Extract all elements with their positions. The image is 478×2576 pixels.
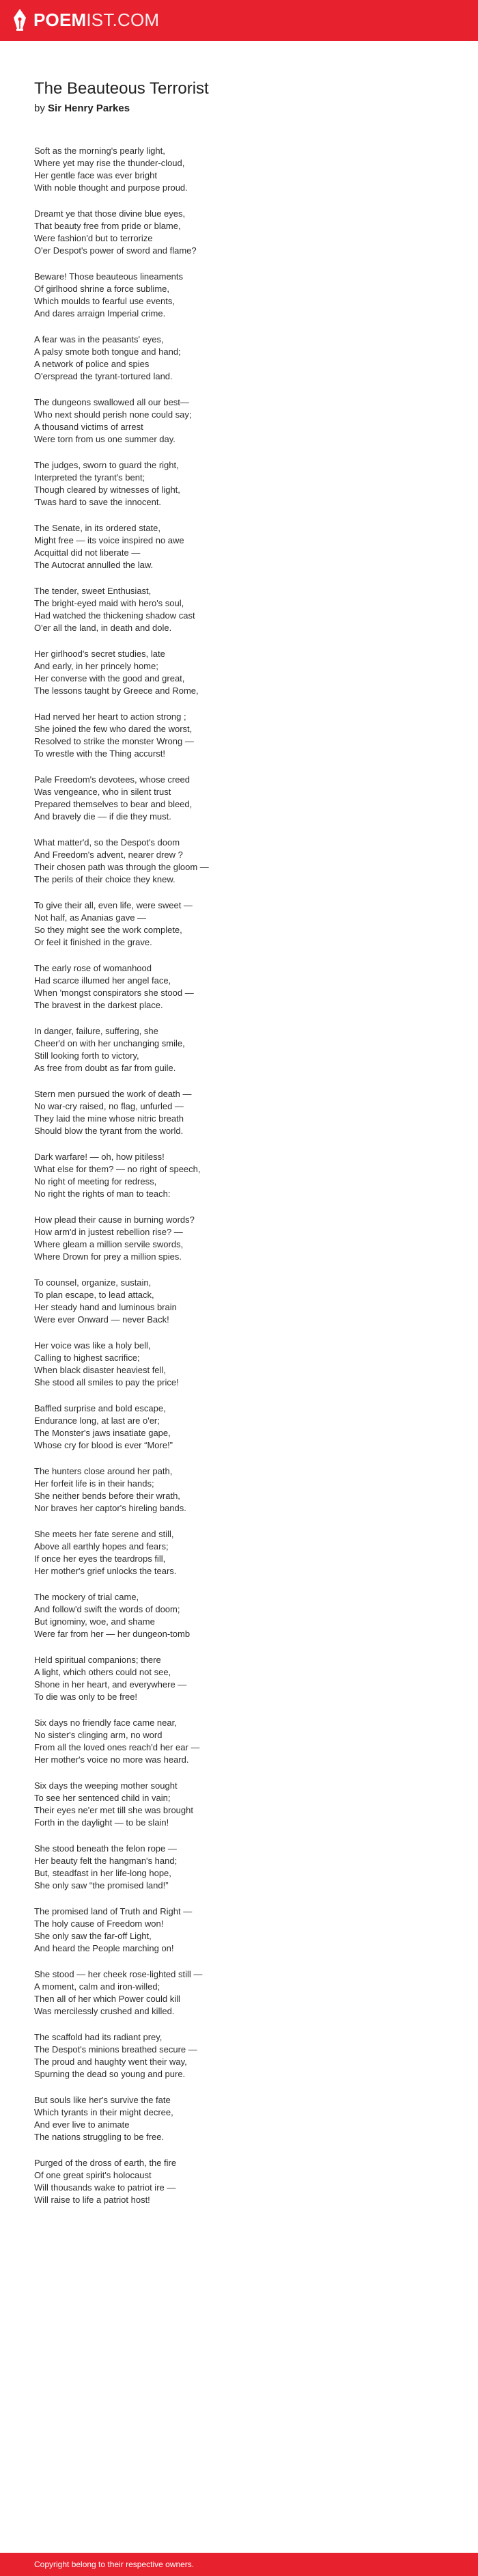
poem-line: What else for them? — no right of speech, — [34, 1164, 201, 1174]
poem-line: Her converse with the good and great, — [34, 673, 185, 683]
poem-line: Will raise to life a patriot host! — [34, 2195, 150, 2205]
stanza — [34, 2031, 444, 2080]
by-label: by — [34, 103, 45, 114]
poem-line: Baffled surprise and bold escape, — [34, 1403, 166, 1413]
poem-line: Stern men pursued the work of death — — [34, 1089, 192, 1099]
poem-line: And ever live to animate — [34, 2119, 130, 2130]
poem-line: Were far from her — her dungeon-tomb — [34, 1629, 191, 1639]
poem-line: Above all earthly hopes and fears; — [34, 1541, 169, 1551]
poem-title: The Beauteous Terrorist — [34, 79, 209, 98]
poem-line: With noble thought and purpose proud. — [34, 182, 188, 193]
stanza — [34, 1025, 444, 1074]
poem-line: The tender, sweet Enthusiast, — [34, 586, 152, 596]
author-link[interactable]: Sir Henry Parkes — [48, 103, 130, 114]
stanza — [34, 1088, 444, 1137]
poem-line: But, steadfast in her life-long hope, — [34, 1868, 171, 1878]
poem-line: Her beauty felt the hangman's hand; — [34, 1856, 178, 1866]
poem-body — [34, 145, 444, 2206]
poem-line: And Freedom's advent, nearer drew ? — [34, 850, 183, 860]
poem-line: Her mother's grief unlocks the tears. — [34, 1566, 177, 1576]
poem-line: But ignominy, woe, and shame — [34, 1616, 155, 1627]
poem-line: The Autocrat annulled the law. — [34, 560, 154, 570]
poem-line: Interpreted the tyrant's bent; — [34, 472, 145, 483]
poem-line: As free from doubt as far from guile. — [34, 1063, 176, 1073]
stanza — [34, 396, 444, 446]
poem-line: Of one great spirit's holocaust — [34, 2170, 152, 2180]
stanza — [34, 1843, 444, 1892]
poem-line: To give their all, even life, were sweet — — [34, 900, 193, 910]
stanza — [34, 1340, 444, 1389]
poem-line: Soft as the morning's pearly light, — [34, 146, 165, 156]
poem-line: To wrestle with the Thing accurst! — [34, 748, 165, 759]
poem-line: In danger, failure, suffering, she — [34, 1026, 158, 1036]
poem-line: Which moulds to fearful use events, — [34, 296, 175, 306]
poem-line: A palsy smote both tongue and hand; — [34, 347, 181, 357]
poem-line: Her steady hand and luminous brain — [34, 1302, 177, 1312]
poem-line: O'er Despot's power of sword and flame? — [34, 245, 197, 256]
poem-line: To plan escape, to lead attack, — [34, 1290, 154, 1300]
poem-line: Whose cry for blood is ever “More!” — [34, 1440, 173, 1450]
stanza — [34, 1151, 444, 1200]
poem-line: She only saw “the promised land!” — [34, 1880, 169, 1890]
poem-line: And early, in her princely home; — [34, 661, 158, 671]
poem-line: To see her sentenced child in vain; — [34, 1793, 171, 1803]
poem-line: Six days the weeping mother sought — [34, 1780, 178, 1791]
stanza — [34, 1214, 444, 1263]
poem-line: No right the rights of man to teach: — [34, 1189, 171, 1199]
poem-line: From all the loved ones reach'd her ear — — [34, 1742, 200, 1752]
stanza — [34, 1717, 444, 1766]
stanza — [34, 837, 444, 886]
poem-line: Of girlhood shrine a force sublime, — [34, 284, 169, 294]
poem-line: Were ever Onward — never Back! — [34, 1314, 169, 1325]
brand-bold: POEM — [33, 10, 87, 30]
poem-line: The perils of their choice they knew. — [34, 874, 175, 884]
poem-line: O'er all the land, in death and dole. — [34, 623, 172, 633]
poem-line: How plead their cause in burning words? — [34, 1215, 195, 1225]
poem-line: Still looking forth to victory, — [34, 1050, 139, 1061]
site-logo-text — [33, 8, 159, 31]
poem-line: Were torn from us one summer day. — [34, 434, 175, 444]
stanza — [34, 1591, 444, 1640]
poem-line: She meets her fate serene and still, — [34, 1529, 174, 1539]
poem-line: She only saw the far-off Light, — [34, 1931, 152, 1941]
poem-line: Prepared themselves to bear and bleed, — [34, 799, 193, 809]
stanza — [34, 1968, 444, 2018]
poem-line: The mockery of trial came, — [34, 1592, 139, 1602]
poem-line: How arm'd in justest rebellion rise? — — [34, 1227, 183, 1237]
poem-line: No right of meeting for redress, — [34, 1176, 157, 1187]
poem-line: Resolved to strike the monster Wrong — — [34, 736, 194, 746]
poem-line: Might free — its voice inspired no awe — [34, 535, 184, 545]
poem-line: Should blow the tyrant from the world. — [34, 1126, 184, 1136]
poem-line: And bravely die — if die they must. — [34, 811, 171, 822]
poem-line: Had watched the thickening shadow cast — [34, 610, 195, 621]
poem-line: She neither bends before their wrath, — [34, 1491, 180, 1501]
poem-line: Though cleared by witnesses of light, — [34, 485, 180, 495]
stanza — [34, 2157, 444, 2206]
poem-line: Her forfeit life is in their hands; — [34, 1478, 154, 1489]
poem-line: Pale Freedom's devotees, whose creed — [34, 774, 190, 785]
poem-line: The Monster's jaws insatiate gape, — [34, 1428, 171, 1438]
poem-line: She joined the few who dared the worst, — [34, 724, 193, 734]
poem-line: Who next should perish none could say; — [34, 409, 192, 420]
stanza — [34, 1277, 444, 1326]
poem-line: Spurning the dead so young and pure. — [34, 2069, 186, 2079]
poem-line: So they might see the work complete, — [34, 925, 182, 935]
poem-line: She stood beneath the felon rope — — [34, 1843, 177, 1854]
poem-line: Forth in the daylight — to be slain! — [34, 1817, 169, 1828]
poem-line: Her gentle face was ever bright — [34, 170, 157, 180]
poem-line: Acquittal did not liberate — — [34, 547, 141, 558]
poem-line: Had scarce illumed her angel face, — [34, 975, 171, 986]
poem-line: The dungeons swallowed all our best— — [34, 397, 189, 407]
poem-line: Then all of her which Power could kill — [34, 1994, 180, 2004]
poem-content — [34, 78, 444, 2220]
stanza — [34, 774, 444, 823]
poem-line: When 'mongst conspirators she stood — — [34, 988, 194, 998]
stanza — [34, 2094, 444, 2143]
poem-line: Where yet may rise the thunder-cloud, — [34, 158, 185, 168]
site-header — [0, 0, 478, 41]
poem-line: No war-cry raised, no flag, unfurled — — [34, 1101, 184, 1111]
poem-line: To counsel, organize, sustain, — [34, 1277, 152, 1288]
stanza — [34, 522, 444, 571]
poem-line: Not half, as Ananias gave — — [34, 912, 147, 923]
stanza — [34, 585, 444, 634]
site-footer — [0, 2553, 478, 2576]
poem-line: A moment, calm and iron-willed; — [34, 1981, 160, 1992]
poem-line: Dark warfare! — oh, how pitiless! — [34, 1152, 165, 1162]
poem-line: 'Twas hard to save the innocent. — [34, 497, 162, 507]
poem-line: The bright-eyed maid with hero's soul, — [34, 598, 184, 608]
stanza — [34, 334, 444, 383]
poem-line: Calling to highest sacrifice; — [34, 1353, 140, 1363]
poem-line: The nations struggling to be free. — [34, 2132, 165, 2142]
poem-line: When black disaster heaviest fell, — [34, 1365, 166, 1375]
brand-light: IST.COM — [86, 10, 160, 30]
poem-line: If once her eyes the teardrops fill, — [34, 1554, 166, 1564]
pen-nib-icon — [12, 8, 27, 31]
copyright-text: Copyright belong to their respective owners. — [34, 2560, 195, 2569]
stanza — [34, 271, 444, 320]
poem-line: A thousand victims of arrest — [34, 422, 143, 432]
poem-line: Will thousands wake to patriot ire — — [34, 2182, 176, 2193]
poem-line: The bravest in the darkest place. — [34, 1000, 163, 1010]
poem-line: To die was only to be free! — [34, 1692, 138, 1702]
poem-line: She stood — her cheek rose-lighted still — — [34, 1969, 203, 1979]
poem-line: But souls like her's survive the fate — [34, 2095, 171, 2105]
stanza — [34, 1402, 444, 1452]
poem-line: Their chosen path was through the gloom — — [34, 862, 209, 872]
poem-line: A fear was in the peasants' eyes, — [34, 334, 164, 344]
poem-line: Purged of the dross of earth, the fire — [34, 2158, 177, 2168]
poem-line: The hunters close around her path, — [34, 1466, 173, 1476]
stanza — [34, 459, 444, 509]
stanza — [34, 145, 444, 194]
stanza — [34, 962, 444, 1012]
poem-line: Her girlhood's secret studies, late — [34, 649, 165, 659]
poem-line: No sister's clinging arm, no word — [34, 1730, 163, 1740]
poem-line: Her mother's voice no more was heard. — [34, 1754, 189, 1765]
poem-line: Which tyrants in their might decree, — [34, 2107, 173, 2117]
poem-line: Dreamt ye that those divine blue eyes, — [34, 208, 186, 219]
poem-line: The lessons taught by Greece and Rome, — [34, 686, 199, 696]
poem-line: She stood all smiles to pay the price! — [34, 1377, 179, 1387]
poem-line: Their eyes ne'er met till she was brought — [34, 1805, 193, 1815]
poem-line: Shone in her heart, and everywhere — — [34, 1679, 187, 1690]
poem-line: And heard the People marching on! — [34, 1943, 174, 1953]
poem-line: That beauty free from pride or blame, — [34, 221, 181, 231]
poem-line: The promised land of Truth and Right — — [34, 1906, 193, 1916]
poem-line: Where gleam a million servile swords, — [34, 1239, 184, 1249]
poem-line: Was mercilessly crushed and killed. — [34, 2006, 175, 2016]
poem-line: Beware! Those beauteous lineaments — [34, 271, 184, 282]
poem-line: Were fashion'd but to terrorize — [34, 233, 153, 243]
stanza — [34, 899, 444, 949]
poem-line: A light, which others could not see, — [34, 1667, 171, 1677]
stanza — [34, 1465, 444, 1515]
poem-line: And dares arraign Imperial crime. — [34, 308, 166, 318]
poem-line: And follow'd swift the words of doom; — [34, 1604, 180, 1614]
poem-line: Where Drown for prey a million spies. — [34, 1251, 182, 1262]
poem-line: The Senate, in its ordered state, — [34, 523, 160, 533]
stanza — [34, 648, 444, 697]
stanza — [34, 1906, 444, 1955]
poem-line: Held spiritual companions; there — [34, 1655, 161, 1665]
poem-line: Her voice was like a holy bell, — [34, 1340, 151, 1351]
poem-line: The holy cause of Freedom won! — [34, 1919, 164, 1929]
poem-line: Nor braves her captor's hireling bands. — [34, 1503, 186, 1513]
stanza — [34, 208, 444, 257]
site-logo-link[interactable] — [12, 8, 159, 31]
poem-line: The scaffold had its radiant prey, — [34, 2032, 163, 2042]
stanza — [34, 711, 444, 760]
poem-line: Had nerved her heart to action strong ; — [34, 711, 186, 722]
poem-line: The early rose of womanhood — [34, 963, 152, 973]
poem-line: Or feel it finished in the grave. — [34, 937, 152, 947]
poem-line: O'erspread the tyrant-tortured land. — [34, 371, 173, 381]
stanza — [34, 1780, 444, 1829]
poem-line: Cheer'd on with her unchanging smile, — [34, 1038, 185, 1048]
stanza — [34, 1528, 444, 1577]
poem-line: Was vengeance, who in silent trust — [34, 787, 171, 797]
stanza — [34, 1654, 444, 1703]
poem-line: Six days no friendly face came near, — [34, 1718, 177, 1728]
poem-byline — [34, 101, 444, 116]
poem-line: Endurance long, at last are o'er; — [34, 1415, 160, 1426]
poem-line: They laid the mine whose nitric breath — [34, 1113, 184, 1124]
poem-line: What matter'd, so the Despot's doom — [34, 837, 180, 848]
poem-line: The Despot's minions breathed secure — — [34, 2044, 197, 2055]
poem-line: A network of police and spies — [34, 359, 150, 369]
poem-line: The proud and haughty went their way, — [34, 2057, 187, 2067]
poem-line: The judges, sworn to guard the right, — [34, 460, 179, 470]
